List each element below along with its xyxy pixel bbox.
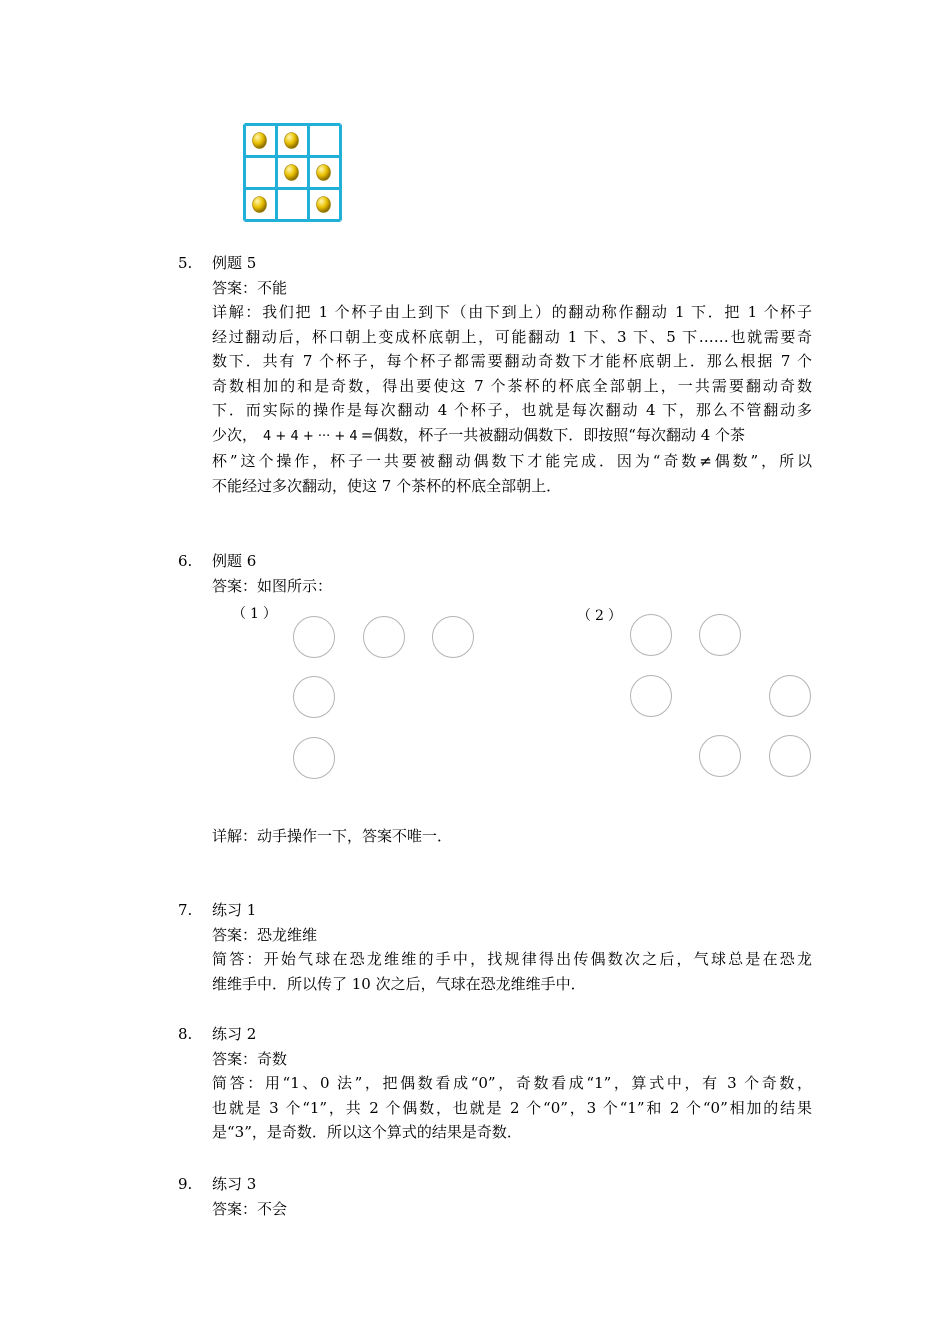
coin-icon bbox=[285, 133, 299, 149]
brief-line: 也就是 3 个“1”，共 2 个偶数，也就是 2 个“0”，3 个“1”和 2 个“0”相加的结果 bbox=[212, 1098, 812, 1117]
detail-line: 杯”这个操作，杯子一共要被翻动偶数下才能完成．因为“奇数≠偶数”，所以 bbox=[212, 452, 812, 470]
item-5-block bbox=[212, 251, 812, 498]
cup-circle bbox=[630, 614, 672, 656]
answer-text: 答案：不会 bbox=[212, 1199, 288, 1218]
detail-line: 不能经过多次翻动，使这 7 个茶杯的杯底全部朝上． bbox=[212, 476, 562, 495]
cup-circle bbox=[432, 616, 474, 658]
item-9-block bbox=[212, 1172, 812, 1221]
cup-circle bbox=[293, 737, 335, 779]
item-8-block bbox=[212, 1022, 812, 1145]
figure-2-label: （2） bbox=[577, 608, 626, 624]
item-number: 5. bbox=[178, 254, 193, 272]
sum-formula: 4 + 4 + ··· + 4 bbox=[263, 428, 358, 444]
detail-line: 数下．共有 7 个杯子，每个杯子都需要翻动奇数下才能杯底朝上．那么根据 7 个 bbox=[212, 352, 812, 370]
coin-icon bbox=[317, 197, 331, 213]
detail-text: =偶数，杯子一共被翻动偶数下．即按照“每次翻动 4 个茶 bbox=[360, 425, 746, 444]
brief-line: 简答：开始气球在恐龙维维的手中，找规律得出传偶数次之后，气球总是在恐龙 bbox=[212, 950, 812, 968]
answer-text: 答案：不能 bbox=[212, 278, 288, 297]
item-title: 练习 2 bbox=[212, 1025, 257, 1043]
detail-line: 详解：动手操作一下，答案不唯一． bbox=[212, 827, 453, 845]
item-title: 练习 1 bbox=[212, 901, 257, 919]
item-title: 例题 6 bbox=[212, 552, 257, 570]
detail-line-formula bbox=[212, 423, 812, 450]
item-title: 例题 5 bbox=[212, 254, 257, 272]
cup-circle bbox=[363, 616, 405, 658]
answer-text: 答案：恐龙维维 bbox=[212, 925, 318, 944]
figure-1-label: （1） bbox=[232, 606, 281, 622]
cup-circle bbox=[699, 614, 741, 656]
item-number: 8. bbox=[178, 1025, 193, 1043]
cup-circle bbox=[769, 675, 811, 717]
detail-line: 详解：我们把 1 个杯子由上到下（由下到上）的翻动称作翻动 1 下．把 1 个杯子 bbox=[212, 303, 812, 321]
item-number: 9. bbox=[178, 1175, 193, 1193]
coin-icon bbox=[317, 165, 331, 181]
brief-line: 维维手中．所以传了 10 次之后，气球在恐龙维维手中． bbox=[212, 974, 586, 993]
coin-icon bbox=[285, 165, 299, 181]
brief-line: 简答：用“1、0 法”，把偶数看成“0”，奇数看成“1”，算式中，有 3 个奇数， bbox=[212, 1074, 812, 1092]
item-6-detail bbox=[212, 824, 812, 849]
answer-text: 答案：奇数 bbox=[212, 1049, 288, 1068]
coin-icon bbox=[253, 197, 267, 213]
item-6-block bbox=[212, 549, 812, 598]
item-7-block bbox=[212, 898, 812, 996]
answer-text: 答案：如图所示： bbox=[212, 576, 333, 595]
item-number: 7. bbox=[178, 901, 193, 919]
cup-circle bbox=[293, 676, 335, 718]
cup-circle bbox=[769, 735, 811, 777]
item-number: 6. bbox=[178, 552, 193, 570]
detail-line: 经过翻动后，杯口朝上变成杯底朝上，可能翻动 1 下、3 下、5 下……也就需要奇 bbox=[212, 327, 812, 346]
detail-text: 少次， bbox=[212, 425, 258, 444]
item-title: 练习 3 bbox=[212, 1175, 257, 1193]
cup-circle bbox=[293, 616, 335, 658]
detail-line: 奇数相加的和是奇数，得出要使这 7 个茶杯的杯底全部朝上，一共需要翻动奇数 bbox=[212, 376, 812, 395]
brief-line: 是“3”，是奇数．所以这个算式的结果是奇数． bbox=[212, 1123, 522, 1141]
coin-icon bbox=[253, 133, 267, 149]
detail-line: 下．而实际的操作是每次翻动 4 个杯子，也就是每次翻动 4 下，那么不管翻动多 bbox=[212, 401, 812, 419]
grid-coins bbox=[253, 133, 331, 213]
cup-grid-figure bbox=[243, 123, 342, 222]
cup-circle bbox=[699, 735, 741, 777]
cup-circle bbox=[630, 675, 672, 717]
